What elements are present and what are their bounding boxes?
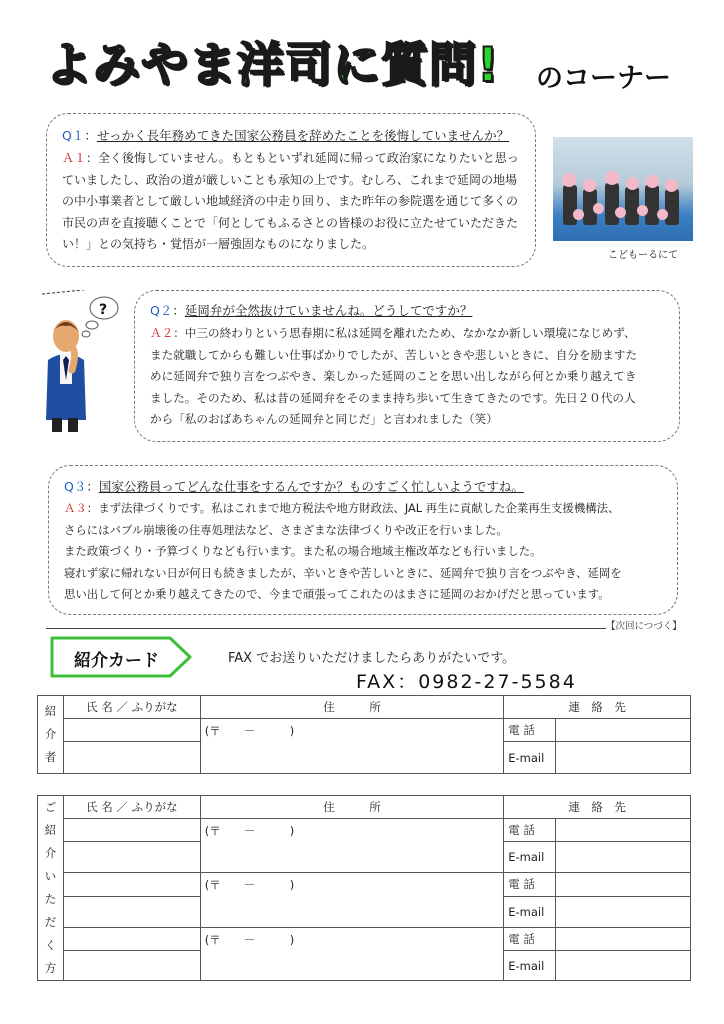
contact-header: 連 絡 先 — [504, 796, 691, 819]
answer-line: また政策づくり・予算づくりなども行います。また私の場合地域主権改革なども行いました。 — [64, 544, 542, 559]
referred-label: ご 紹 介 い た だ く 方 — [38, 796, 64, 981]
contact-header: 連 絡 先 — [504, 696, 691, 719]
question-text: 国家公務員ってどんな仕事をするんですか？ものすごく忙しいようですね。 — [98, 479, 524, 494]
furigana-field[interactable] — [63, 873, 200, 896]
page-title: よみやま洋司に質問! — [45, 38, 500, 93]
name-field[interactable] — [63, 742, 200, 774]
email-field[interactable] — [556, 951, 691, 981]
furigana-field[interactable] — [63, 927, 200, 950]
email-label: E-mail — [504, 742, 556, 774]
address-header: 住 所 — [200, 696, 504, 719]
event-photo — [553, 137, 693, 241]
answer-line: また就職してからも難しい仕事ばかりでしたが、苦しいときや悲しいときに、自分を励ますた — [150, 347, 637, 362]
answer-3 — [64, 498, 676, 606]
address-header: 住 所 — [200, 796, 504, 819]
answer-line: ：まず法律づくりです。私はこれまで地方税法や地方財政法、JAL 再生に貢献した企業再生支援機構法、 — [86, 501, 620, 515]
question-text: せっかく長年務めてきた国家公務員を辞めたことを後悔していませんか？ — [96, 128, 510, 143]
card-tab-label: 紹介カード — [74, 651, 159, 671]
answer-line: めに延岡弁で独り言をつぶやき、楽しかった延岡のことを思い出しながら何とか乗り越えてき — [150, 369, 637, 384]
address-field[interactable] — [200, 719, 504, 774]
answer-line: ：中三の終わりという思春期に私は延岡を離れたため、なかなか新しい環境になじめず、 — [173, 326, 636, 340]
thinking-man-illustration — [42, 290, 122, 440]
fax-note: FAX でお送りいただけましたらありがたいです。 — [228, 651, 516, 666]
furigana-field[interactable] — [63, 719, 200, 742]
email-field[interactable] — [556, 742, 691, 774]
fax-number: FAX：0982-27-5584 — [356, 671, 577, 693]
email-field[interactable] — [556, 842, 691, 873]
question-1: Q１：せっかく長年務めてきた国家公務員を辞めたことを後悔していませんか？ — [62, 128, 510, 143]
address-field[interactable] — [200, 873, 504, 927]
answer-1 — [62, 148, 532, 256]
answer-line: 思い出して何とか乗り越えてきたので、今まで頑張ってこれたのはまさに延岡のおかげだと思っています。 — [64, 587, 610, 602]
phone-field[interactable] — [556, 719, 691, 742]
phone-field[interactable] — [556, 927, 691, 950]
phone-label: 電 話 — [504, 927, 556, 950]
answer-line: から「私のおばあちゃんの延岡弁と同じだ」と言われました（笑） — [150, 412, 498, 427]
answer-line: ていましたし、政治の道が厳しいことも承知の上です。むしろ、これまで延岡の地場 — [62, 172, 518, 187]
introducer-table — [37, 695, 691, 774]
svg-text:?: ? — [99, 302, 108, 318]
answer-line: ました。そのため、私は昔の延岡弁をそのまま持ち歩いて生きてきたのです。先日２０代の人 — [150, 390, 636, 405]
referred-table — [37, 795, 691, 981]
answer-label: Ａ２ — [150, 326, 174, 340]
page-subtitle: のコーナー — [536, 63, 671, 94]
postal-code-label: (〒 － ) — [204, 878, 295, 893]
phone-label: 電 話 — [504, 819, 556, 842]
phone-field[interactable] — [556, 873, 691, 896]
answer-line: の中小事業者として厳しい地域経済の中走り回り、また昨年の参院選を通じて多くの — [62, 194, 519, 209]
postal-code-label: (〒 － ) — [204, 932, 295, 947]
question-2: Q２：延岡弁が全然抜けていませんね。どうしてですか？ — [150, 303, 473, 318]
answer-line: い！」との気持ち・覚悟が一層強固なものになりました。 — [62, 237, 375, 252]
question-text: 延岡弁が全然抜けていませんね。どうしてですか？ — [184, 303, 473, 318]
answer-line: 寝れず家に帰れない日が何日も続きましたが、辛いときや苦しいときに、延岡弁で独り言をつぶやき、延岡を — [64, 565, 622, 580]
email-label: E-mail — [504, 842, 556, 873]
furigana-field[interactable] — [63, 819, 200, 842]
name-header: 氏 名 ／ ふりがな — [63, 696, 200, 719]
email-field[interactable] — [556, 896, 691, 927]
postal-code-label: (〒 － ) — [204, 724, 295, 738]
answer-line: 市民の声を直接聴くことで「何としてもふるさとの皆様のお役に立たせていただきた — [62, 215, 519, 230]
section-divider — [46, 628, 606, 629]
question-label: Q２ — [150, 303, 173, 318]
photo-caption: こどもーるにて — [608, 250, 678, 261]
phone-field[interactable] — [556, 819, 691, 842]
question-label: Q１ — [62, 128, 85, 143]
name-field[interactable] — [63, 951, 200, 981]
answer-label: Ａ３ — [64, 501, 87, 515]
answer-line: ：全く後悔していません。もともといずれ延岡に帰って政治家になりたいと思っ — [86, 151, 519, 165]
name-header: 氏 名 ／ ふりがな — [63, 796, 200, 819]
address-field[interactable] — [200, 927, 504, 980]
question-3: Q３：国家公務員ってどんな仕事をするんですか？ものすごく忙しいようですね。 — [64, 479, 524, 494]
email-label: E-mail — [504, 896, 556, 927]
introducer-label: 紹 介 者 — [38, 696, 64, 774]
address-field[interactable] — [200, 819, 504, 873]
answer-2 — [150, 323, 676, 431]
phone-label: 電 話 — [504, 719, 556, 742]
question-label: Q３ — [64, 479, 87, 494]
answer-label: Ａ１ — [62, 151, 87, 165]
answer-line: さらにはバブル崩壊後の住専処理法など、さまざまな法律づくりや改正を行いました。 — [64, 522, 508, 537]
email-label: E-mail — [504, 951, 556, 981]
name-field[interactable] — [63, 896, 200, 927]
continued-note: 【次回につづく】 — [606, 621, 682, 632]
postal-code-label: (〒 － ) — [204, 824, 295, 838]
name-field[interactable] — [63, 842, 200, 873]
phone-label: 電 話 — [504, 873, 556, 896]
